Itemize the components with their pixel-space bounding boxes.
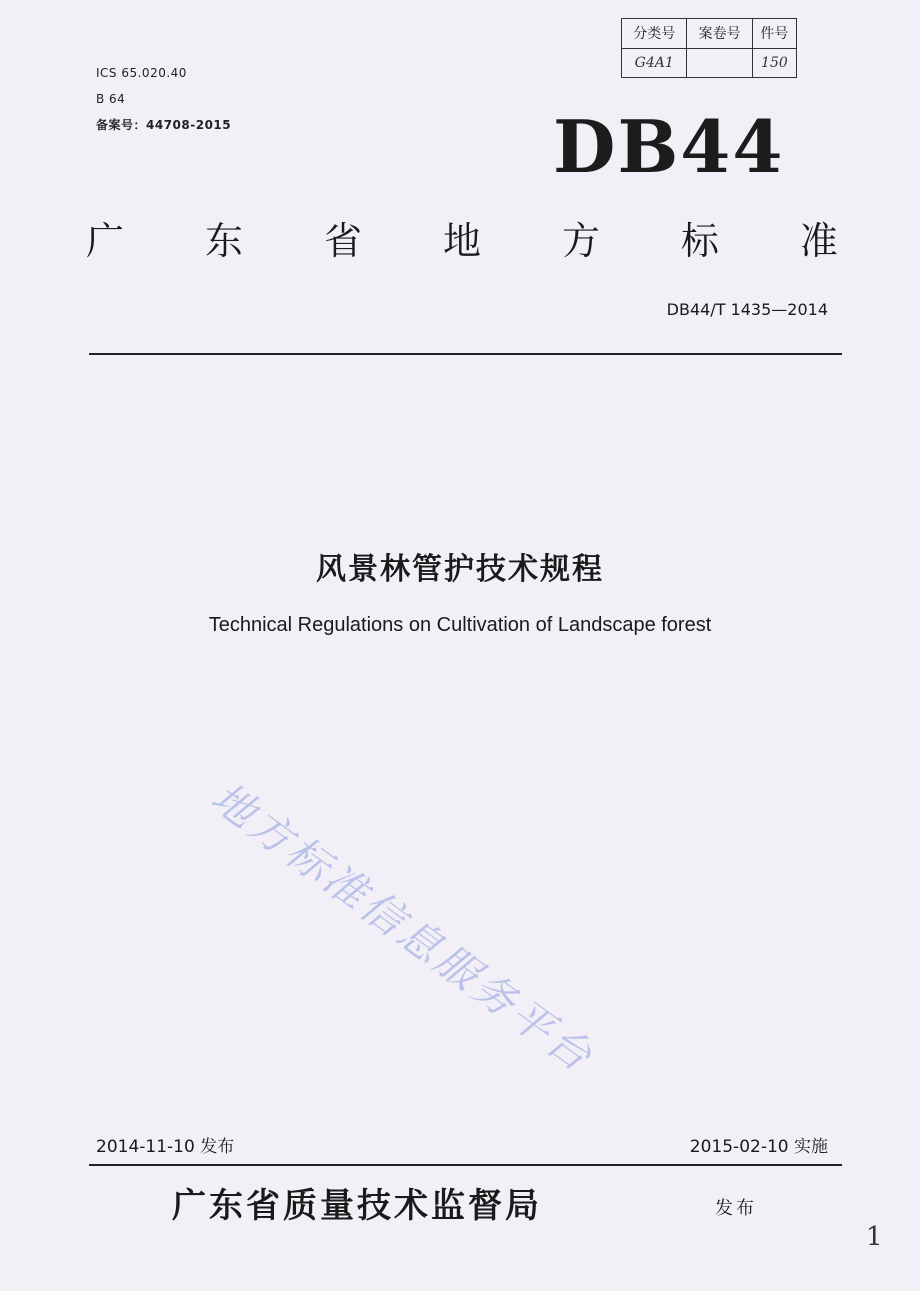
- stamp-value-file: [687, 48, 752, 78]
- watermark: 地方标准信息服务平台: [202, 772, 604, 1083]
- bottom-divider: [89, 1164, 842, 1166]
- archive-stamp: [621, 18, 797, 78]
- title-char: 省: [323, 219, 362, 263]
- stamp-value-item: 150: [752, 48, 796, 78]
- implementation-date: 2015-02-10 实施: [689, 1137, 828, 1157]
- title-char: 地: [442, 219, 481, 263]
- title-char: 准: [799, 219, 838, 263]
- title-char: 标: [680, 219, 719, 263]
- ics-code: ICS 65.020.40: [96, 66, 187, 80]
- db44-logo: DB44: [553, 104, 785, 189]
- top-divider: [89, 353, 842, 355]
- stamp-label-item: 件号: [752, 19, 796, 49]
- publisher-suffix: 发布: [715, 1198, 757, 1219]
- title-char: 方: [561, 219, 600, 263]
- title-char: 广: [86, 219, 125, 263]
- publish-date: 2014-11-10 发布: [96, 1137, 235, 1157]
- stamp-label-category: 分类号: [622, 19, 687, 49]
- publisher-name: 广东省质量技术监督局: [172, 1186, 542, 1226]
- stamp-value-category: G4A1: [622, 48, 687, 78]
- ccs-code: B 64: [96, 92, 126, 106]
- page-number: 1: [866, 1222, 883, 1252]
- document-title-english: Technical Regulations on Cultivation of Landscape forest: [208, 614, 712, 636]
- filing-number: 备案号：44708-2015: [96, 118, 232, 132]
- stamp-label-file: 案卷号: [687, 19, 752, 49]
- standard-type-title: [86, 210, 838, 265]
- standard-code: DB44/T 1435—2014: [666, 300, 828, 319]
- title-char: 东: [204, 219, 243, 263]
- document-title-chinese: 风景林管护技术规程: [316, 552, 604, 587]
